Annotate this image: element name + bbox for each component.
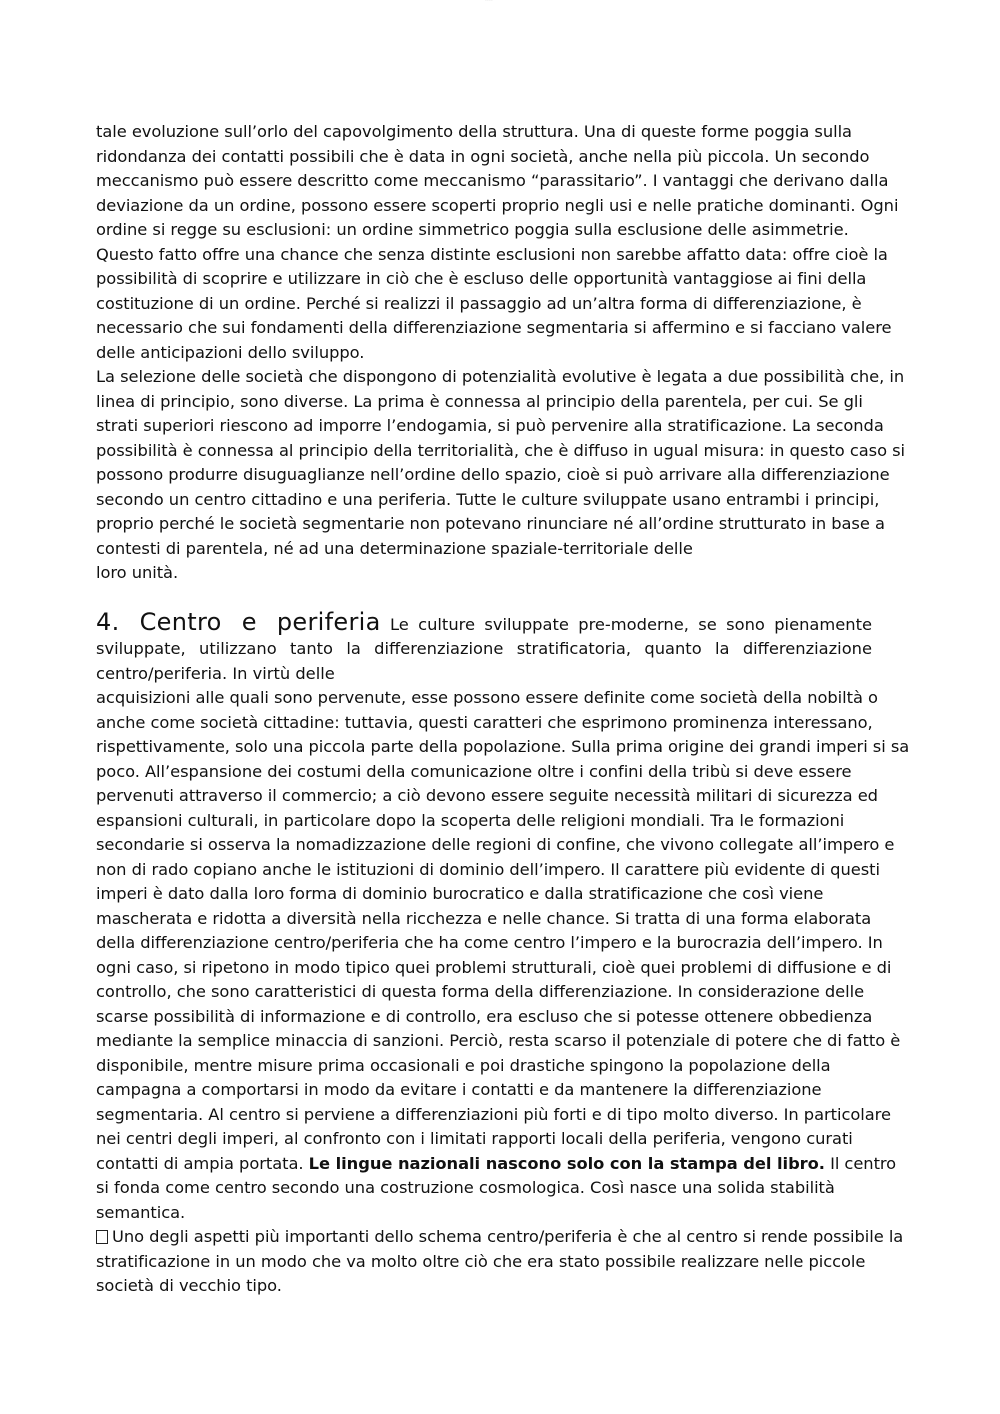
paragraph-gap xyxy=(96,586,910,610)
paragraph-empires-end: Il centro si fonda come centro secondo una costruzione cosmologica. Così nasce una solida stabilità semantica. xyxy=(96,1153,897,1222)
missing-glyph-icon xyxy=(96,1230,108,1244)
section-centro-periferia xyxy=(96,607,872,687)
paragraph-empires-text: acquisizioni alle quali sono pervenute, esse possono essere definite come società della nobiltà o anche come società cittadine: tuttavia, questi caratteri che esprimono prominenza interessano, rispettivamente, solo una piccola parte della popolazione. Sulla prima origine dei grandi imperi si sa poco. All’espansione dei costumi della comunicazione oltre i confini della tribù si deve essere pervenuti attraverso il commercio; a ciò devono essere seguite necessità militari di sicurezza ed espansioni culturali, in particolare dopo la scoperta delle religioni mondiali. Tra le formazioni secondarie si osserva la nomadizzazione delle regioni di confine, che vivono collegate all’impero e non di rado copiano anche le istituzioni di dominio dell’impero. Il carattere più evidente di questi imperi è dato dalla loro forma di dominio burocratico e dalla stratificazione che così viene mascherata e ridotta a diversità nella ricchezza e nelle chance. Si tratta di una forma elaborata della differenziazione centro/periferia che ha come centro l’impero e la burocrazia dell’impero. In ogni caso, si ripetono in modo tipico quei problemi strutturali, cioè quei problemi di diffusione e di controllo, che sono caratteristici di questa forma della differenziazione. In considerazione delle scarse possibilità di informazione e di controllo, era escluso che si potesse ottenere obbedienza mediante la semplice minaccia di sanzioni. Perciò, resta scarso il potenziale di potere che di fatto è disponibile, mentre misure prima occasionali e poi drastiche spingono la popolazione della campagna a comportarsi in modo da evitare i contatti e da mantenere la differenziazione segmentaria. Al centro si perviene a differenziazioni più forti e di tipo molto diverso. In particolare nei centri degli imperi, al confronto con i limitati rapporti locali della periferia, vengono curati contatti di ampia portata. xyxy=(96,688,910,1173)
paragraph-empires-bold: Le lingue nazionali nascono solo con la stampa del libro. xyxy=(308,1153,825,1173)
paragraph-empires xyxy=(96,686,910,1225)
header-mark: ............ xyxy=(485,0,493,2)
paragraph-selection-end: loro unità. xyxy=(96,563,179,582)
paragraph-stratification-text: Uno degli aspetti più importanti dello schema centro/periferia è che al centro si rende possibile la stratificazione in un modo che va molto oltre ciò che era stato possibile realizzare nelle piccole società di vecchio tipo. xyxy=(96,1227,904,1295)
section-intro: Le culture sviluppate pre-moderne, se sono pienamente sviluppate, utilizzano tanto la differenziazione stratificatoria, quanto la differenziazione centro/periferia. In virtù delle xyxy=(96,614,872,683)
section-heading: 4. Centro e periferia xyxy=(96,607,381,636)
paragraph-stratification xyxy=(96,1225,910,1299)
paragraph-evolution: tale evoluzione sull’orlo del capovolgimento della struttura. Una di queste forme poggia sulla ridondanza dei contatti possibili che è data in ogni società, anche nella più piccola. Un secondo meccanismo può essere descritto come meccanismo “parassitario”. I vantaggi che derivano dalla deviazione da un ordine, possono essere scoperti proprio negli usi e nelle pratiche dominanti. Ogni ordine si regge su esclusioni: un ordine simmetrico poggia sulla esclusione delle asimmetrie. Questo fatto offre una chance che senza distinte esclusioni non sarebbe affatto data: offre cioè la possibilità di scoprire e utilizzare in ciò che è escluso delle opportunità vantaggiose ai fini della costituzione di un ordine. Perché si realizzi il passaggio ad un’altra forma di differenziazione, è necessario che sui fondamenti della differenziazione segmentaria si affermino e si facciano valere delle anticipazioni dello sviluppo. xyxy=(96,122,899,362)
document-page xyxy=(96,120,910,1299)
paragraph-selection xyxy=(96,365,910,586)
paragraph-selection-text: La selezione delle società che dispongono di potenzialità evolutive è legata a due possibilità che, in linea di principio, sono diverse. La prima è connessa al principio della parentela, per cui. Se gli strati superiori riescono ad imporre l’endogamia, si può pervenire alla stratificazione. La seconda possibilità è connessa al principio della territorialità, che è diffuso in ugual misura: in questo caso si possono produrre disuguaglianze nell’ordine dello spazio, cioè si può arrivare alla differenziazione secondo un centro cittadino e una periferia. Tutte le culture sviluppate usano entrambi i principi, proprio perché le società segmentarie non potevano rinunciare né all’ordine strutturato in base a contesti di parentela, né ad una determinazione spaziale-territoriale delle xyxy=(96,367,906,558)
